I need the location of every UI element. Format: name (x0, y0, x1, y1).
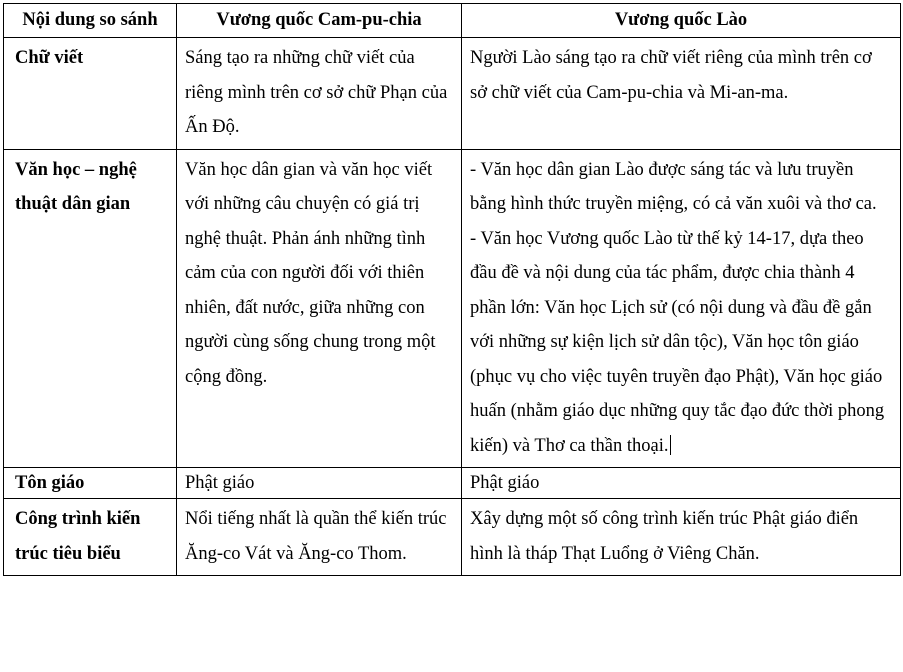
cell-paragraph: - Văn học Vương quốc Lào từ thế kỷ 14-17, dựa theo đầu đề và nội dung của tác phẩm, được chia thành 4 phần lớn: Văn học Lịch sử (có nội dung và đầu đề gắn với những sự kiện lịch sử dân tộc), Văn học tôn giáo (phục vụ cho việc tuyên truyền đạo Phật), Văn học giáo huấn (nhằm giáo dục những quy tắc đạo đức thời phong kiến) và Thơ ca thần thoại. (470, 228, 885, 456)
header-criterion: Nội dung so sánh (4, 4, 177, 38)
table-row-architecture (4, 499, 901, 576)
cell-cambodia: Văn học dân gian và văn học viết với những câu chuyện có giá trị nghệ thuật. Phản ánh những tình cảm của con người đối với thiên nhiên, đất nước, giữa những con người cùng sống chung trong một cộng đồng. (177, 149, 462, 468)
cell-paragraph-with-cursor[interactable] (470, 222, 892, 464)
header-laos: Vương quốc Lào (462, 4, 901, 38)
cell-cambodia: Sáng tạo ra những chữ viết của riêng mình trên cơ sở chữ Phạn của Ấn Độ. (177, 38, 462, 150)
table-row-religion (4, 468, 901, 499)
cell-criterion: Chữ viết (4, 38, 177, 150)
cell-laos (462, 149, 901, 468)
text-cursor (670, 435, 671, 455)
cell-laos (462, 38, 901, 150)
table-row-writing (4, 38, 901, 150)
cell-paragraph: Người Lào sáng tạo ra chữ viết riêng của mình trên cơ sở chữ viết của Cam-pu-chia và Mi-an-ma. (470, 48, 872, 103)
cell-criterion: Công trình kiến trúc tiêu biểu (4, 499, 177, 576)
table-header-row (4, 4, 901, 38)
cell-cambodia: Phật giáo (177, 468, 462, 499)
cell-criterion: Tôn giáo (4, 468, 177, 499)
cell-cambodia: Nổi tiếng nhất là quần thể kiến trúc Ăng-co Vát và Ăng-co Thom. (177, 499, 462, 576)
comparison-table (3, 3, 901, 576)
header-cambodia: Vương quốc Cam-pu-chia (177, 4, 462, 38)
cell-paragraph: - Văn học dân gian Lào được sáng tác và lưu truyền bằng hình thức truyền miệng, có cả văn xuôi và thơ ca. (470, 159, 877, 214)
cell-laos (462, 468, 901, 499)
table-row-literature (4, 149, 901, 468)
cell-paragraph: Xây dựng một số công trình kiến trúc Phật giáo điển hình là tháp Thạt Luổng ở Viêng Chăn. (470, 509, 859, 564)
cell-laos (462, 499, 901, 576)
cell-paragraph: Phật giáo (470, 473, 540, 493)
cell-criterion: Văn học – nghệ thuật dân gian (4, 149, 177, 468)
